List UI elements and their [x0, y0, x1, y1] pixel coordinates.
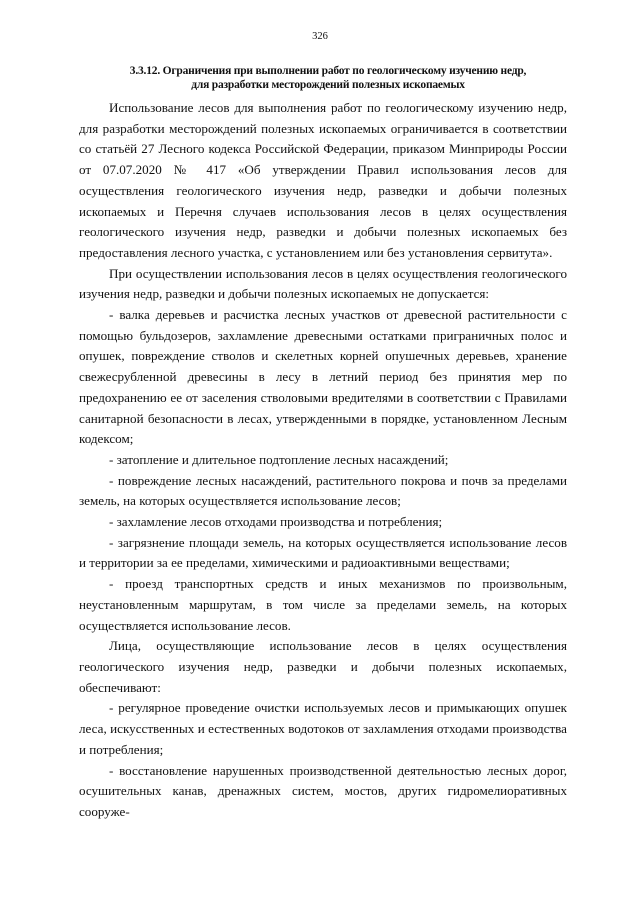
list-item-felling: - валка деревьев и расчистка лесных участков от древесной растительности с помощью бульдозеров, захламление древесными остатками приграничных полос и опушек, повреждение стволов и скелетных корней опушечных деревьев, хранение свежесрубленной древесины в лесу в летний период без принятия мер по предохранению ее от заселения стволовыми вредителями в соответствии с Правилами санитарной безопасности в лесах, утвержденными в порядке, установленном Лесным кодексом; — [79, 307, 567, 447]
paragraph-intro: Использование лесов для выполнения работ по геологическому изучению недр, для разработки месторождений полезных ископаемых ограничивается в соответствии со статьёй 27 Лесного кодекса Российской Федерации, приказом Минприроды России от 07.07.2020 № 417 «Об утверждении Правил использования лесов для осуществления геологического изучения недр, разведки и добычи полезных ископаемых и Перечня случаев использования лесов в целях осуществления геологического изучения недр, разведки и добычи полезных ископаемых без предоставления лесного участка, с установлением или без установления сервитута». — [79, 100, 567, 260]
list-item-restoration: - восстановление нарушенных производственной деятельностью лесных дорог, осушительных канав, дренажных систем, мостов, других гидромелиоративных сооруже- — [79, 762, 567, 819]
list-item-damage: - повреждение лесных насаждений, растительного покрова и почв за пределами земель, на которых осуществляется использование лесов; — [79, 472, 567, 509]
list-item-cleaning: - регулярное проведение очистки используемых лесов и примыкающих опушек леса, искусственных и естественных водотоков от захламления отходами производства и потребления; — [79, 700, 567, 757]
paragraph-obligations-intro: Лица, осуществляющие использование лесов в целях осуществления геологического изучения недр, разведки и добычи полезных ископаемых, обеспечивают: — [79, 638, 567, 695]
document-body — [79, 98, 567, 823]
list-item-littering: - захламление лесов отходами производства и потребления; — [109, 514, 443, 530]
section-heading-line-2: для разработки месторождений полезных ископаемых — [191, 79, 465, 91]
list-item-flooding: - затопление и длительное подтопление лесных насаждений; — [109, 451, 449, 467]
section-heading — [88, 64, 568, 92]
paragraph-prohibitions-intro: При осуществлении использования лесов в целях осуществления геологического изучения недр, разведки и добычи полезных ископаемых не допускается: — [79, 265, 567, 302]
section-heading-line-1: 3.3.12. Ограничения при выполнении работ по геологическому изучению недр, — [129, 65, 527, 77]
list-item-vehicles: - проезд транспортных средств и иных механизмов по произвольным, неустановленным маршрутам, в том числе за пределами земель, на которых осуществляется использование лесов. — [79, 576, 567, 633]
page-number: 326 — [312, 31, 328, 42]
list-item-pollution: - загрязнение площади земель, на которых осуществляется использование лесов и территории за ее пределами, химическими и радиоактивными веществами; — [79, 534, 567, 571]
